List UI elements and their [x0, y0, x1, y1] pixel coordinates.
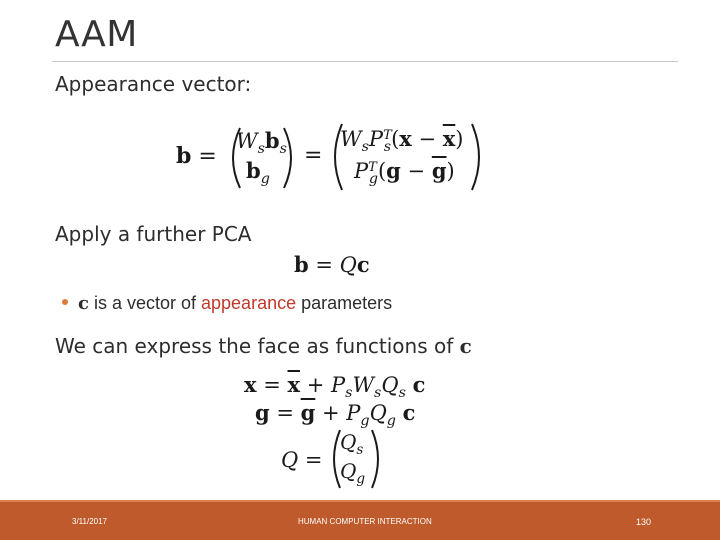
right-paren-2	[466, 122, 488, 192]
footer-course-title: HUMAN COMPUTER INTERACTION	[298, 517, 432, 526]
bullet-highlight: appearance	[201, 293, 297, 313]
footer-page-number: 130	[636, 517, 652, 527]
right-paren-3	[366, 428, 386, 490]
express-label-line	[55, 334, 472, 358]
bullet-text-after: parameters	[296, 293, 393, 313]
bullet-dot-icon	[62, 299, 68, 305]
bullet-item	[62, 293, 392, 314]
appearance-vector-label: Appearance vector:	[55, 72, 252, 96]
right-paren-1	[278, 126, 300, 190]
slide-title: AAM	[55, 14, 138, 55]
apply-pca-label: Apply a further PCA	[55, 222, 252, 246]
express-label: We can express the face as functions of	[55, 334, 454, 358]
title-divider	[52, 61, 678, 62]
footer-date: 3/11/2017	[72, 517, 107, 526]
express-c-symbol: c	[459, 334, 472, 358]
bullet-text-before: is a vector of	[88, 293, 202, 313]
equation-b-qc: b = Qc	[294, 252, 370, 277]
bullet-c-symbol: c	[78, 293, 89, 314]
